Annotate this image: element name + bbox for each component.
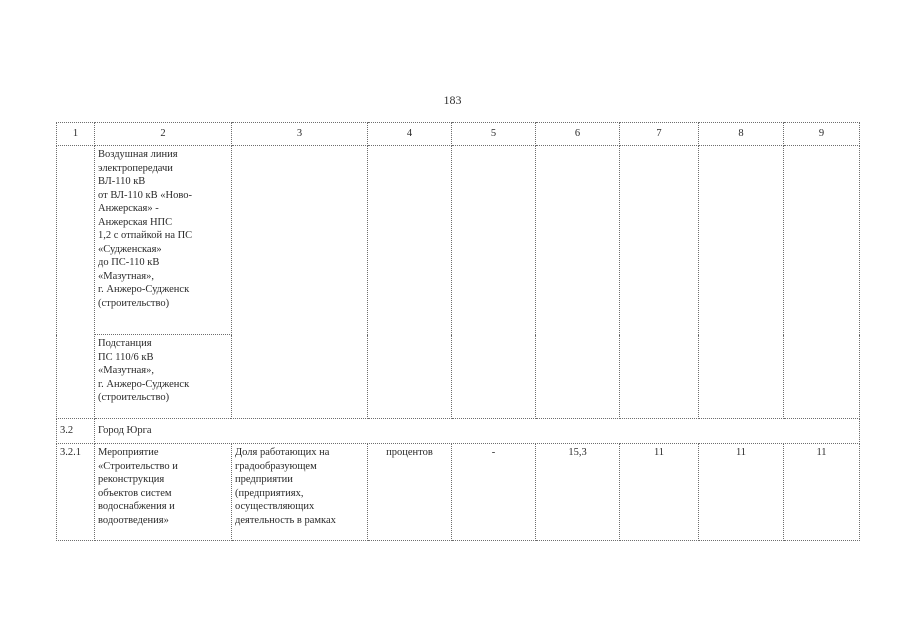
header-cell: 2 [95, 123, 232, 146]
row-number-cell [57, 146, 95, 419]
header-cell: 7 [620, 123, 699, 146]
section-number-cell: 3.2 [57, 419, 95, 444]
empty-cell [620, 146, 699, 419]
header-cell: 5 [452, 123, 536, 146]
table-row [57, 146, 860, 335]
table-header-row [57, 123, 860, 146]
header-cell: 9 [784, 123, 860, 146]
empty-cell [368, 146, 452, 419]
value-cell: 11 [784, 444, 860, 541]
empty-cell [536, 146, 620, 419]
empty-cell [784, 146, 860, 419]
header-cell: 6 [536, 123, 620, 146]
header-cell: 4 [368, 123, 452, 146]
value-cell: 15,3 [536, 444, 620, 541]
page-number: 183 [443, 93, 462, 107]
header-cell: 8 [699, 123, 784, 146]
object-name-cell: Подстанция ПС 110/6 кВ «Мазутная», г. Анжеро-Судженск (строительство) [95, 335, 232, 419]
value-cell: 11 [699, 444, 784, 541]
indicator-cell: Доля работающих на градообразующем предприятии (предприятиях, осуществляющих деятельность в рамках [232, 444, 368, 541]
measure-name-cell: Мероприятие «Строительство и реконструкция объектов систем водоснабжения и водоотведения» [95, 444, 232, 541]
value-cell: - [452, 444, 536, 541]
row-number-cell: 3.2.1 [57, 444, 95, 541]
header-cell: 1 [57, 123, 95, 146]
table-row [57, 444, 860, 541]
section-row [57, 419, 860, 444]
empty-cell [699, 146, 784, 419]
empty-cell [452, 146, 536, 419]
object-name-cell: Воздушная линия электропередачи ВЛ-110 кВ от ВЛ-110 кВ «Ново- Анжерская» - Анжерская НПС 1,2 с отпайкой на ПС «Судженская» до ПС-110 кВ «Мазутная», г. Анжеро-Судженск (строительство) [95, 146, 232, 335]
data-table [56, 122, 860, 541]
empty-cell [232, 146, 368, 419]
header-cell: 3 [232, 123, 368, 146]
unit-cell: процентов [368, 444, 452, 541]
section-title-cell: Город Юрга [95, 419, 860, 444]
value-cell: 11 [620, 444, 699, 541]
